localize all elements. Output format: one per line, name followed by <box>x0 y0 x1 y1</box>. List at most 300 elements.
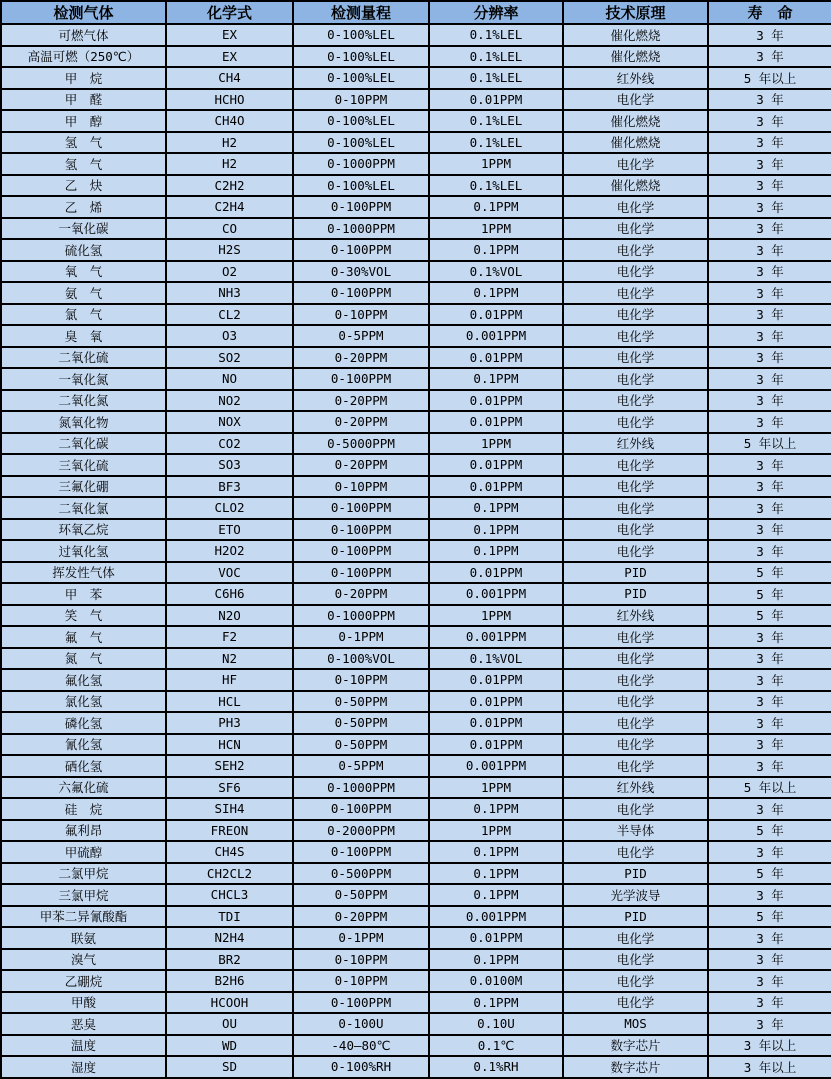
cell-resolution: 0.01PPM <box>429 476 563 498</box>
cell-principle: 电化学 <box>563 519 708 541</box>
cell-principle: 电化学 <box>563 755 708 777</box>
cell-range: 0-20PPM <box>293 906 429 928</box>
cell-principle: 电化学 <box>563 497 708 519</box>
cell-range: 0-10PPM <box>293 970 429 992</box>
cell-gas-name: 氰化氢 <box>1 734 166 756</box>
cell-formula: C2H2 <box>166 175 293 197</box>
cell-range: 0-100PPM <box>293 368 429 390</box>
cell-principle: 电化学 <box>563 734 708 756</box>
cell-formula: SO3 <box>166 454 293 476</box>
table-row <box>1 626 831 648</box>
cell-resolution: 0.1PPM <box>429 992 563 1014</box>
cell-lifespan: 3 年 <box>708 734 831 756</box>
cell-gas-name: 乙 炔 <box>1 175 166 197</box>
cell-resolution: 0.1%LEL <box>429 110 563 132</box>
table-row <box>1 347 831 369</box>
cell-formula: BR2 <box>166 949 293 971</box>
cell-lifespan: 5 年 <box>708 906 831 928</box>
cell-formula: BF3 <box>166 476 293 498</box>
cell-resolution: 0.001PPM <box>429 583 563 605</box>
cell-range: 0-100%VOL <box>293 648 429 670</box>
cell-resolution: 0.1%VOL <box>429 648 563 670</box>
cell-lifespan: 3 年 <box>708 239 831 261</box>
cell-resolution: 0.001PPM <box>429 906 563 928</box>
cell-formula: NO2 <box>166 390 293 412</box>
cell-range: 0-50PPM <box>293 691 429 713</box>
cell-lifespan: 3 年 <box>708 540 831 562</box>
cell-lifespan: 5 年以上 <box>708 67 831 89</box>
cell-formula: ETO <box>166 519 293 541</box>
cell-formula: CH2CL2 <box>166 863 293 885</box>
cell-principle: 数字芯片 <box>563 1035 708 1057</box>
cell-gas-name: 乙硼烷 <box>1 970 166 992</box>
cell-formula: VOC <box>166 562 293 584</box>
cell-lifespan: 3 年 <box>708 46 831 68</box>
cell-lifespan: 5 年 <box>708 562 831 584</box>
cell-resolution: 0.001PPM <box>429 755 563 777</box>
cell-formula: H2O2 <box>166 540 293 562</box>
table-row <box>1 67 831 89</box>
table-row <box>1 46 831 68</box>
table-row <box>1 304 831 326</box>
cell-formula: SF6 <box>166 777 293 799</box>
cell-formula: N2H4 <box>166 927 293 949</box>
header-principle: 技术原理 <box>563 1 708 24</box>
cell-range: 0-100PPM <box>293 282 429 304</box>
cell-formula: SIH4 <box>166 798 293 820</box>
cell-resolution: 0.1PPM <box>429 540 563 562</box>
cell-formula: HCHO <box>166 89 293 111</box>
cell-formula: NH3 <box>166 282 293 304</box>
cell-formula: CL2 <box>166 304 293 326</box>
cell-formula: O2 <box>166 261 293 283</box>
cell-resolution: 0.1PPM <box>429 949 563 971</box>
cell-principle: 电化学 <box>563 89 708 111</box>
cell-principle: 数字芯片 <box>563 1056 708 1078</box>
cell-gas-name: 氟 气 <box>1 626 166 648</box>
cell-resolution: 1PPM <box>429 153 563 175</box>
cell-gas-name: 氯化氢 <box>1 691 166 713</box>
table-row <box>1 519 831 541</box>
cell-formula: WD <box>166 1035 293 1057</box>
table-row <box>1 1013 831 1035</box>
cell-formula: EX <box>166 24 293 46</box>
cell-lifespan: 3 年 <box>708 89 831 111</box>
cell-formula: CH4 <box>166 67 293 89</box>
cell-principle: 红外线 <box>563 605 708 627</box>
cell-formula: NOX <box>166 411 293 433</box>
cell-resolution: 0.0100M <box>429 970 563 992</box>
cell-principle: 电化学 <box>563 239 708 261</box>
table-row <box>1 325 831 347</box>
cell-range: 0-10PPM <box>293 89 429 111</box>
cell-lifespan: 5 年 <box>708 583 831 605</box>
cell-gas-name: 二氧化氯 <box>1 497 166 519</box>
cell-formula: SD <box>166 1056 293 1078</box>
cell-resolution: 0.1PPM <box>429 863 563 885</box>
cell-principle: 催化燃烧 <box>563 46 708 68</box>
cell-resolution: 0.01PPM <box>429 669 563 691</box>
cell-lifespan: 3 年 <box>708 992 831 1014</box>
cell-gas-name: 甲 苯 <box>1 583 166 605</box>
table-row <box>1 218 831 240</box>
cell-gas-name: 氟化氢 <box>1 669 166 691</box>
cell-principle: 电化学 <box>563 540 708 562</box>
cell-range: -40—80℃ <box>293 1035 429 1057</box>
cell-gas-name: 二氯甲烷 <box>1 863 166 885</box>
cell-lifespan: 3 年 <box>708 519 831 541</box>
table-row <box>1 884 831 906</box>
cell-formula: HF <box>166 669 293 691</box>
cell-lifespan: 3 年 <box>708 304 831 326</box>
cell-lifespan: 5 年 <box>708 605 831 627</box>
cell-formula: F2 <box>166 626 293 648</box>
cell-lifespan: 3 年 <box>708 282 831 304</box>
cell-range: 0-100%LEL <box>293 110 429 132</box>
cell-resolution: 0.01PPM <box>429 927 563 949</box>
table-row <box>1 648 831 670</box>
cell-range: 0-30%VOL <box>293 261 429 283</box>
cell-lifespan: 3 年 <box>708 841 831 863</box>
cell-principle: 电化学 <box>563 390 708 412</box>
table-row <box>1 712 831 734</box>
cell-principle: MOS <box>563 1013 708 1035</box>
cell-formula: PH3 <box>166 712 293 734</box>
cell-gas-name: 氮氧化物 <box>1 411 166 433</box>
cell-formula: HCL <box>166 691 293 713</box>
cell-range: 0-100%LEL <box>293 67 429 89</box>
cell-lifespan: 3 年 <box>708 347 831 369</box>
cell-range: 0-1000PPM <box>293 605 429 627</box>
cell-resolution: 0.1PPM <box>429 196 563 218</box>
cell-formula: NO <box>166 368 293 390</box>
cell-formula: B2H6 <box>166 970 293 992</box>
cell-principle: 电化学 <box>563 669 708 691</box>
cell-resolution: 1PPM <box>429 820 563 842</box>
cell-lifespan: 3 年 <box>708 712 831 734</box>
cell-gas-name: 三氟化硼 <box>1 476 166 498</box>
cell-lifespan: 3 年 <box>708 153 831 175</box>
cell-formula: H2S <box>166 239 293 261</box>
cell-principle: 电化学 <box>563 841 708 863</box>
cell-gas-name: 甲硫醇 <box>1 841 166 863</box>
cell-resolution: 0.1%RH <box>429 1056 563 1078</box>
cell-gas-name: 甲苯二异氰酸酯 <box>1 906 166 928</box>
cell-range: 0-10PPM <box>293 476 429 498</box>
cell-range: 0-5000PPM <box>293 433 429 455</box>
cell-principle: 催化燃烧 <box>563 132 708 154</box>
cell-formula: CH4O <box>166 110 293 132</box>
cell-lifespan: 3 年 <box>708 884 831 906</box>
cell-gas-name: 湿度 <box>1 1056 166 1078</box>
table-body <box>1 24 831 1078</box>
cell-formula: CLO2 <box>166 497 293 519</box>
cell-resolution: 1PPM <box>429 433 563 455</box>
cell-formula: SEH2 <box>166 755 293 777</box>
cell-lifespan: 3 年 <box>708 691 831 713</box>
cell-gas-name: 氯 气 <box>1 304 166 326</box>
cell-gas-name: 三氯甲烷 <box>1 884 166 906</box>
table-row <box>1 368 831 390</box>
cell-lifespan: 3 年以上 <box>708 1056 831 1078</box>
table-row <box>1 476 831 498</box>
cell-range: 0-20PPM <box>293 583 429 605</box>
cell-principle: 红外线 <box>563 433 708 455</box>
table-row <box>1 970 831 992</box>
table-row <box>1 669 831 691</box>
cell-principle: 电化学 <box>563 798 708 820</box>
cell-principle: PID <box>563 583 708 605</box>
table-row <box>1 777 831 799</box>
cell-principle: PID <box>563 562 708 584</box>
cell-formula: C6H6 <box>166 583 293 605</box>
table-row <box>1 110 831 132</box>
cell-resolution: 0.01PPM <box>429 562 563 584</box>
cell-formula: O3 <box>166 325 293 347</box>
cell-principle: 光学波导 <box>563 884 708 906</box>
table-row <box>1 261 831 283</box>
cell-resolution: 0.001PPM <box>429 325 563 347</box>
table-row <box>1 132 831 154</box>
cell-lifespan: 5 年 <box>708 820 831 842</box>
cell-gas-name: 恶臭 <box>1 1013 166 1035</box>
cell-lifespan: 3 年 <box>708 24 831 46</box>
cell-lifespan: 3 年 <box>708 949 831 971</box>
cell-resolution: 1PPM <box>429 218 563 240</box>
cell-resolution: 0.1PPM <box>429 798 563 820</box>
cell-resolution: 0.1PPM <box>429 519 563 541</box>
cell-lifespan: 3 年 <box>708 454 831 476</box>
cell-range: 0-10PPM <box>293 304 429 326</box>
cell-principle: 电化学 <box>563 476 708 498</box>
cell-resolution: 0.1%VOL <box>429 261 563 283</box>
cell-lifespan: 3 年以上 <box>708 1035 831 1057</box>
table-row <box>1 196 831 218</box>
cell-principle: 催化燃烧 <box>563 175 708 197</box>
cell-gas-name: 甲 醇 <box>1 110 166 132</box>
cell-lifespan: 3 年 <box>708 218 831 240</box>
table-row <box>1 906 831 928</box>
cell-gas-name: 乙 烯 <box>1 196 166 218</box>
cell-gas-name: 六氟化硫 <box>1 777 166 799</box>
cell-lifespan: 3 年 <box>708 497 831 519</box>
cell-resolution: 0.1%LEL <box>429 132 563 154</box>
cell-range: 0-20PPM <box>293 411 429 433</box>
cell-range: 0-100PPM <box>293 798 429 820</box>
cell-resolution: 0.001PPM <box>429 626 563 648</box>
cell-principle: PID <box>563 863 708 885</box>
cell-principle: 电化学 <box>563 196 708 218</box>
cell-resolution: 0.01PPM <box>429 454 563 476</box>
cell-resolution: 1PPM <box>429 605 563 627</box>
cell-gas-name: 一氧化氮 <box>1 368 166 390</box>
cell-principle: 电化学 <box>563 992 708 1014</box>
cell-formula: OU <box>166 1013 293 1035</box>
cell-range: 0-10PPM <box>293 669 429 691</box>
table-row <box>1 583 831 605</box>
cell-lifespan: 3 年 <box>708 132 831 154</box>
cell-lifespan: 3 年 <box>708 669 831 691</box>
table-row <box>1 949 831 971</box>
table-row <box>1 755 831 777</box>
table-row <box>1 175 831 197</box>
cell-range: 0-100PPM <box>293 519 429 541</box>
cell-lifespan: 3 年 <box>708 1013 831 1035</box>
cell-range: 0-5PPM <box>293 755 429 777</box>
header-resolution: 分辨率 <box>429 1 563 24</box>
cell-gas-name: 甲酸 <box>1 992 166 1014</box>
cell-lifespan: 3 年 <box>708 411 831 433</box>
cell-gas-name: 二氧化硫 <box>1 347 166 369</box>
cell-gas-name: 氢 气 <box>1 153 166 175</box>
cell-gas-name: 二氧化氮 <box>1 390 166 412</box>
cell-lifespan: 3 年 <box>708 175 831 197</box>
cell-principle: 电化学 <box>563 949 708 971</box>
table-row <box>1 798 831 820</box>
cell-resolution: 0.10U <box>429 1013 563 1035</box>
table-header <box>1 1 831 24</box>
cell-range: 0-1000PPM <box>293 153 429 175</box>
cell-lifespan: 3 年 <box>708 390 831 412</box>
cell-principle: 电化学 <box>563 411 708 433</box>
table-row <box>1 433 831 455</box>
cell-principle: PID <box>563 906 708 928</box>
cell-range: 0-10PPM <box>293 949 429 971</box>
cell-formula: CO2 <box>166 433 293 455</box>
table-row <box>1 497 831 519</box>
cell-range: 0-1PPM <box>293 626 429 648</box>
cell-principle: 半导体 <box>563 820 708 842</box>
table-row <box>1 282 831 304</box>
cell-principle: 电化学 <box>563 626 708 648</box>
table-row <box>1 390 831 412</box>
cell-gas-name: 二氧化碳 <box>1 433 166 455</box>
table-row <box>1 1035 831 1057</box>
cell-lifespan: 3 年 <box>708 927 831 949</box>
table-row <box>1 927 831 949</box>
cell-gas-name: 硒化氢 <box>1 755 166 777</box>
cell-resolution: 0.01PPM <box>429 411 563 433</box>
cell-principle: 电化学 <box>563 218 708 240</box>
cell-gas-name: 甲 醛 <box>1 89 166 111</box>
cell-lifespan: 5 年以上 <box>708 777 831 799</box>
cell-range: 0-50PPM <box>293 712 429 734</box>
cell-formula: H2 <box>166 153 293 175</box>
table-row <box>1 820 831 842</box>
cell-gas-name: 笑 气 <box>1 605 166 627</box>
table-row <box>1 24 831 46</box>
cell-gas-name: 溴气 <box>1 949 166 971</box>
cell-lifespan: 5 年 <box>708 863 831 885</box>
cell-lifespan: 3 年 <box>708 648 831 670</box>
cell-range: 0-1000PPM <box>293 777 429 799</box>
cell-range: 0-100PPM <box>293 841 429 863</box>
table-row <box>1 841 831 863</box>
cell-range: 0-50PPM <box>293 884 429 906</box>
cell-resolution: 0.01PPM <box>429 89 563 111</box>
header-gas-name: 检测气体 <box>1 1 166 24</box>
cell-gas-name: 温度 <box>1 1035 166 1057</box>
cell-formula: EX <box>166 46 293 68</box>
cell-range: 0-5PPM <box>293 325 429 347</box>
cell-range: 0-500PPM <box>293 863 429 885</box>
cell-resolution: 0.1PPM <box>429 884 563 906</box>
cell-lifespan: 3 年 <box>708 755 831 777</box>
table-row <box>1 605 831 627</box>
cell-range: 0-100%LEL <box>293 24 429 46</box>
cell-resolution: 0.1%LEL <box>429 46 563 68</box>
cell-formula: FREON <box>166 820 293 842</box>
cell-gas-name: 环氧乙烷 <box>1 519 166 541</box>
header-formula: 化学式 <box>166 1 293 24</box>
table-row <box>1 1056 831 1078</box>
cell-resolution: 0.1%LEL <box>429 67 563 89</box>
cell-range: 0-100%LEL <box>293 175 429 197</box>
cell-formula: CH4S <box>166 841 293 863</box>
cell-gas-name: 硫化氢 <box>1 239 166 261</box>
table-row <box>1 992 831 1014</box>
cell-resolution: 0.1%LEL <box>429 175 563 197</box>
cell-gas-name: 氮 气 <box>1 648 166 670</box>
cell-lifespan: 3 年 <box>708 196 831 218</box>
table-row <box>1 454 831 476</box>
header-lifespan: 寿 命 <box>708 1 831 24</box>
cell-lifespan: 3 年 <box>708 261 831 283</box>
cell-resolution: 0.01PPM <box>429 304 563 326</box>
table-row <box>1 239 831 261</box>
cell-resolution: 0.01PPM <box>429 347 563 369</box>
cell-range: 0-100U <box>293 1013 429 1035</box>
cell-range: 0-1000PPM <box>293 218 429 240</box>
cell-principle: 电化学 <box>563 648 708 670</box>
cell-gas-name: 氧 气 <box>1 261 166 283</box>
cell-gas-name: 磷化氢 <box>1 712 166 734</box>
cell-resolution: 0.01PPM <box>429 390 563 412</box>
cell-principle: 电化学 <box>563 261 708 283</box>
cell-resolution: 0.1PPM <box>429 239 563 261</box>
cell-principle: 催化燃烧 <box>563 110 708 132</box>
cell-principle: 电化学 <box>563 347 708 369</box>
table-row <box>1 540 831 562</box>
cell-principle: 电化学 <box>563 927 708 949</box>
cell-range: 0-20PPM <box>293 454 429 476</box>
cell-gas-name: 过氧化氢 <box>1 540 166 562</box>
cell-resolution: 0.1PPM <box>429 841 563 863</box>
cell-range: 0-2000PPM <box>293 820 429 842</box>
cell-range: 0-20PPM <box>293 390 429 412</box>
cell-gas-name: 可燃气体 <box>1 24 166 46</box>
cell-lifespan: 3 年 <box>708 970 831 992</box>
table-row <box>1 153 831 175</box>
cell-principle: 电化学 <box>563 970 708 992</box>
cell-gas-name: 联氨 <box>1 927 166 949</box>
cell-gas-name: 氢 气 <box>1 132 166 154</box>
cell-lifespan: 3 年 <box>708 476 831 498</box>
cell-principle: 电化学 <box>563 691 708 713</box>
cell-gas-name: 三氧化硫 <box>1 454 166 476</box>
table-row <box>1 562 831 584</box>
header-range: 检测量程 <box>293 1 429 24</box>
cell-resolution: 0.01PPM <box>429 712 563 734</box>
cell-principle: 电化学 <box>563 282 708 304</box>
cell-formula: C2H4 <box>166 196 293 218</box>
cell-lifespan: 3 年 <box>708 368 831 390</box>
cell-principle: 电化学 <box>563 454 708 476</box>
cell-principle: 电化学 <box>563 304 708 326</box>
cell-range: 0-100PPM <box>293 239 429 261</box>
table-row <box>1 863 831 885</box>
cell-range: 0-100PPM <box>293 196 429 218</box>
